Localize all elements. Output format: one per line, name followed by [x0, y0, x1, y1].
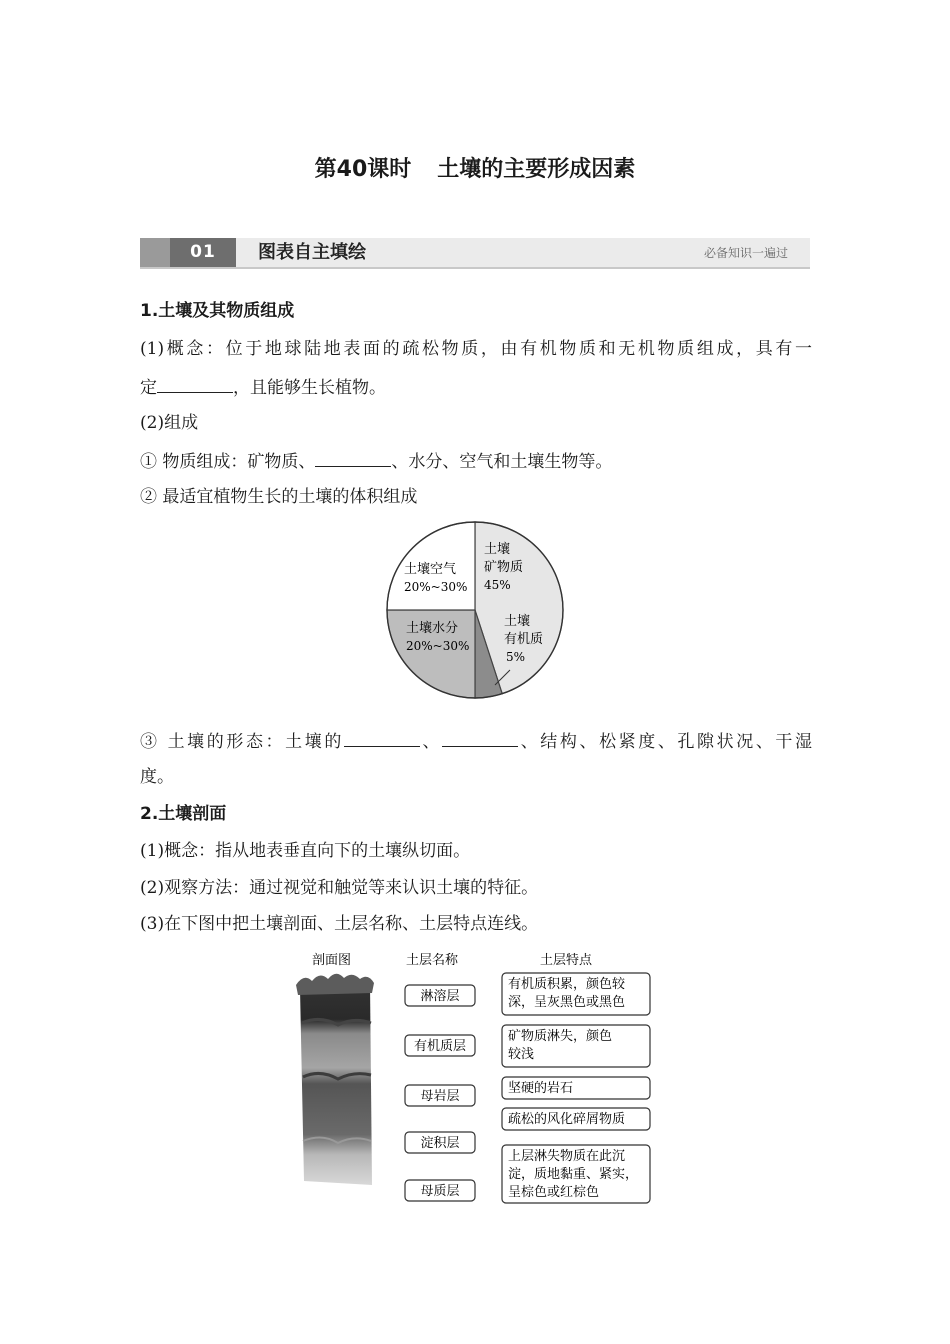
slice-organic-label-2: 有机质 [504, 632, 544, 647]
layer-name-label: 淀积层 [420, 1136, 460, 1151]
layer-name-label: 母质层 [420, 1184, 460, 1199]
layer-feature-text: 淀，质地黏重、紧实， [508, 1167, 639, 1182]
text: 、水分、空气和土壤生物等。 [391, 452, 613, 472]
volume-composition-caption: ② 最适宜植物生长的土壤的体积组成 [140, 487, 418, 507]
slice-air-value: 20%~30% [404, 580, 468, 594]
col-profile-header: 剖面图 [312, 953, 352, 968]
slice-water-value: 20%~30% [406, 639, 470, 653]
text: ③ 土壤的形态：土壤的 [140, 732, 344, 752]
slice-water-label: 土壤水分 [406, 621, 459, 636]
observation-method: (2)观察方法：通过视觉和触觉等来认识土壤的特征。 [140, 878, 539, 898]
layer-feature-text: 上层淋失物质在此沉 [508, 1149, 626, 1164]
soil-form-line-1 [140, 728, 812, 754]
section-bar [140, 238, 810, 269]
blank-texture[interactable] [442, 728, 518, 747]
slice-mineral-value: 45% [484, 578, 511, 592]
layer-feature-text: 有机质积累，颜色较 [508, 977, 626, 992]
layer-feature-text: 疏松的风化碎屑物质 [508, 1112, 626, 1127]
lesson-title: 土壤的主要形成因素 [437, 157, 636, 182]
heading-soil-composition: 1.土壤及其物质组成 [140, 301, 295, 321]
soil-form-line-2: 度。 [140, 767, 174, 787]
layer-feature-text: 坚硬的岩石 [508, 1081, 574, 1096]
layer-feature-text: 较浅 [508, 1047, 535, 1062]
col-features-header: 土层特点 [540, 953, 593, 968]
slice-mineral-label-2: 矿物质 [484, 560, 524, 575]
section-heading: 图表自主填绘 [258, 242, 366, 263]
layer-name-label: 母岩层 [420, 1089, 460, 1104]
blank-fertility[interactable] [157, 374, 233, 393]
concept-line-2 [140, 374, 812, 400]
layer-feature-text: 呈棕色或红棕色 [508, 1185, 600, 1200]
slice-organic-value: 5% [506, 650, 526, 664]
heading-soil-profile: 2.土壤剖面 [140, 804, 227, 824]
slice-organic-label-1: 土壤 [504, 614, 531, 629]
section-number: 01 [170, 238, 236, 267]
layer-feature-text: 矿物质淋失，颜色 [508, 1029, 613, 1044]
section-subheading: 必备知识一遍过 [703, 246, 788, 260]
layer-name-label: 淋溶层 [420, 989, 460, 1004]
profile-concept: (1)概念：指从地表垂直向下的土壤纵切面。 [140, 841, 471, 861]
layer-name-label: 有机质层 [413, 1039, 467, 1054]
text: ，且能够生长植物。 [233, 378, 386, 398]
slice-air-label: 土壤空气 [404, 562, 457, 577]
composition-heading: (2)组成 [140, 413, 199, 433]
matching-instruction: (3)在下图中把土壤剖面、土层名称、土层特点连线。 [140, 914, 539, 934]
text: 定 [140, 378, 157, 398]
text: ① 物质组成：矿物质、 [140, 452, 316, 472]
blank-organic-matter[interactable] [315, 448, 391, 467]
blank-color[interactable] [344, 728, 420, 747]
soil-profile-diagram [290, 945, 670, 1210]
soil-profile-image [296, 974, 374, 1185]
soil-pie-chart [380, 515, 570, 705]
section-bar-accent [140, 238, 170, 267]
material-composition [140, 448, 812, 474]
slice-mineral-label-1: 土壤 [484, 542, 511, 557]
page-title [0, 152, 950, 183]
layer-feature-text: 深，呈灰黑色或黑色 [508, 995, 626, 1010]
lesson-number: 第40课时 [314, 157, 412, 182]
text: 、 [419, 732, 443, 752]
concept-line-1: (1)概念：位于地球陆地表面的疏松物质，由有机物质和无机物质组成，具有一 [140, 339, 812, 359]
col-names-header: 土层名称 [406, 953, 459, 968]
text: 、结构、松紧度、孔隙状况、干湿 [518, 732, 813, 752]
